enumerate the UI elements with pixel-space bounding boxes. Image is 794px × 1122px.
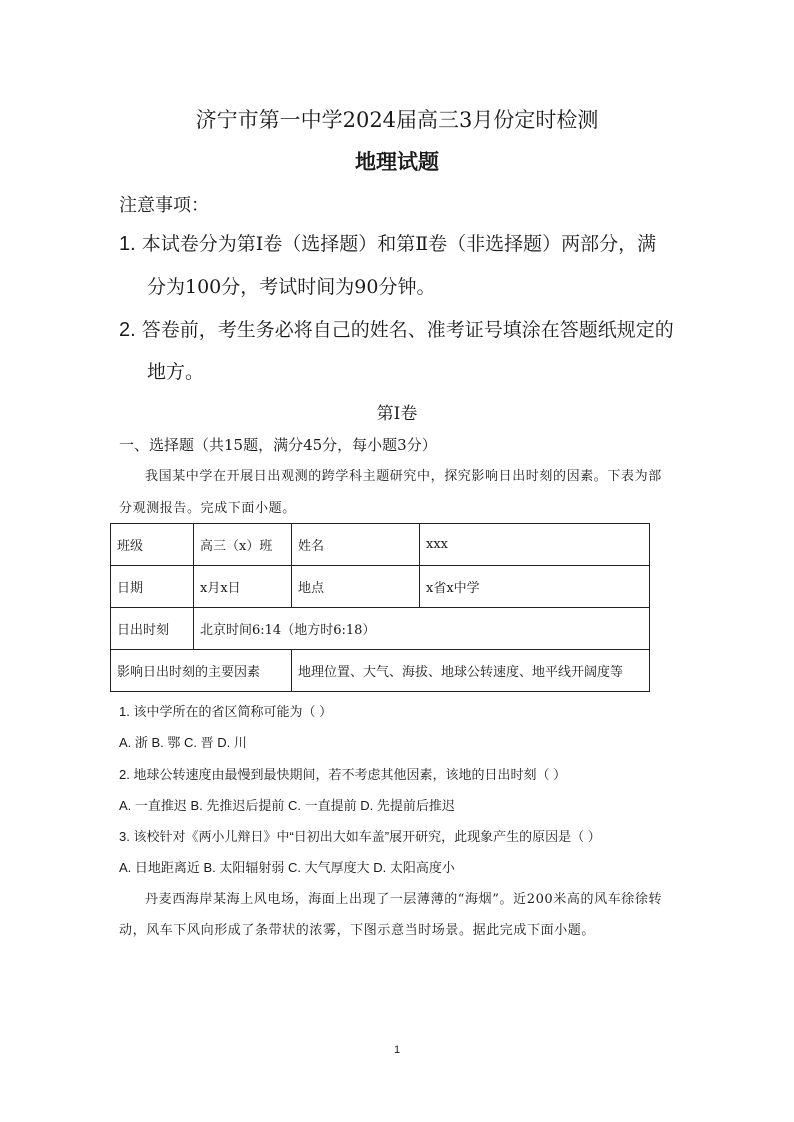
table-cell: 地点 — [292, 566, 420, 608]
question-2-options: A. 一直推迟 B. 先推迟后提前 C. 一直提前 D. 先提前后推迟 — [119, 798, 455, 813]
table-cell: x省x中学 — [420, 566, 650, 608]
notice-item-2 — [119, 315, 674, 342]
observation-report-table — [110, 523, 650, 692]
passage-2-line-2: 动，风车下风向形成了条带状的浓雾，下图示意当时场景。据此完成下面小题。 — [119, 923, 596, 938]
section-title: 一、选择题（共15题，满分45分，每小题3分） — [119, 436, 437, 454]
notice-item-text: 答卷前，考生务必将自己的姓名、准考证号填涂在答题纸规定的 — [141, 319, 674, 341]
notice-item-number: 1. — [119, 233, 136, 255]
table-cell: 影响日出时刻的主要因素 — [111, 650, 292, 692]
table-cell: 姓名 — [292, 524, 420, 566]
notice-heading: 注意事项： — [119, 195, 209, 216]
table-cell: xxx — [420, 524, 650, 566]
notice-item-2-continued: 地方。 — [147, 361, 205, 383]
question-3-stem: 3. 该校针对《两小儿辩日》中“日初出大如车盖”展开研究，此现象产生的原因是（ ） — [119, 829, 601, 844]
page-title: 济宁市第一中学2024届高三3月份定时检测 — [195, 108, 599, 132]
notice-item-1 — [119, 229, 656, 256]
table-row — [111, 566, 650, 608]
table-cell: 日期 — [111, 566, 194, 608]
table-row — [111, 650, 650, 692]
exam-subject-title: 地理试题 — [355, 149, 439, 174]
question-2-stem: 2. 地球公转速度由最慢到最快期间，若不考虑其他因素，该地的日出时刻（ ） — [119, 767, 567, 782]
table-row — [111, 524, 650, 566]
passage-1-line-2: 分观测报告。完成下面小题。 — [119, 501, 296, 516]
notice-item-1-continued: 分为100分，考试时间为90分钟。 — [147, 276, 436, 298]
passage-2-line-1: 丹麦西海岸某海上风电场，海面上出现了一层薄薄的“海烟”。近200米高的风车徐徐转 — [145, 892, 663, 907]
volume-title: 第Ⅰ卷 — [376, 404, 418, 424]
question-1-options: A. 浙 B. 鄂 C. 晋 D. 川 — [119, 735, 247, 750]
notice-item-number: 2. — [119, 319, 136, 341]
table-cell: 北京时间6:14（地方时6:18） — [194, 608, 650, 650]
table-cell: 高三（x）班 — [194, 524, 292, 566]
table-cell: 班级 — [111, 524, 194, 566]
table-cell: 地理位置、大气、海拔、地球公转速度、地平线开阔度等 — [292, 650, 650, 692]
table-row — [111, 608, 650, 650]
table-cell: 日出时刻 — [111, 608, 194, 650]
question-1-stem: 1. 该中学所在的省区简称可能为（ ） — [119, 704, 333, 719]
question-3-options: A. 日地距离近 B. 太阳辐射弱 C. 大气厚度大 D. 太阳高度小 — [119, 860, 455, 875]
notice-item-text: 本试卷分为第Ⅰ卷（选择题）和第Ⅱ卷（非选择题）两部分，满 — [141, 233, 657, 255]
table-cell: x月x日 — [194, 566, 292, 608]
passage-1-line-1: 我国某中学在开展日出观测的跨学科主题研究中，探究影响日出时刻的因素。下表为部 — [145, 469, 662, 484]
page-number: 1 — [393, 1044, 401, 1056]
